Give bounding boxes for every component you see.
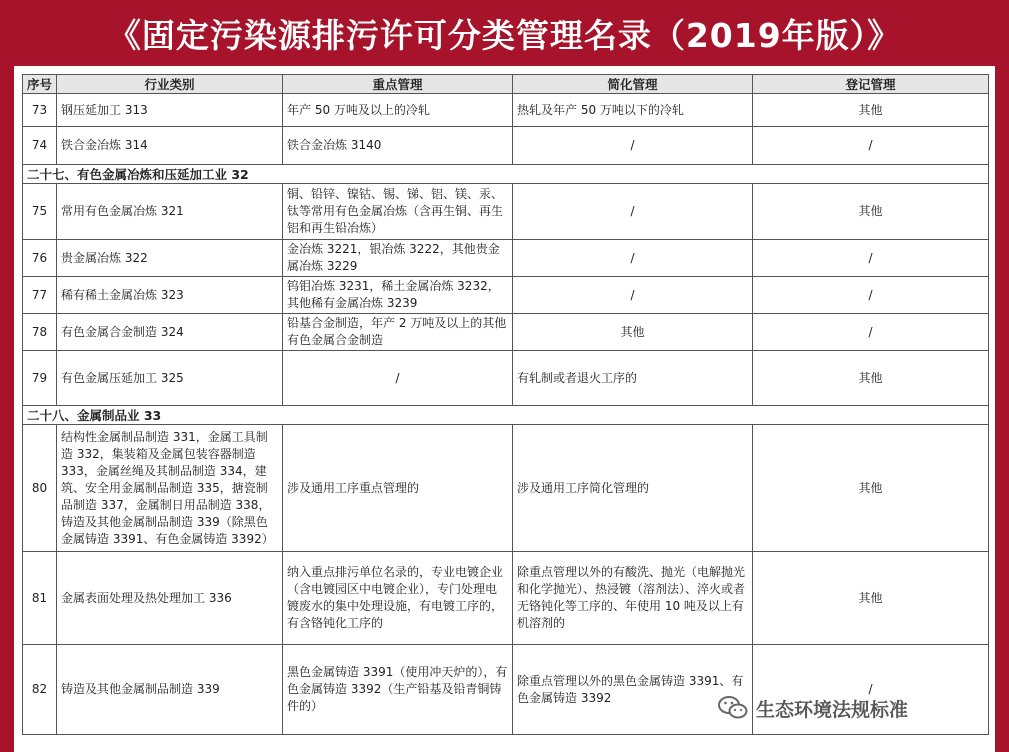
classification-table [22,74,989,735]
row-simple: 涉及通用工序简化管理的 [513,425,753,552]
row-no: 77 [23,277,57,314]
row-key: 纳入重点排污单位名录的，专业电镀企业（含电镀园区中电镀企业），专门处理电镀废水的集中处理设施，有电镀工序的，有含铬钝化工序的 [283,552,513,645]
row-category: 铸造及其他金属制品制造 339 [57,645,283,735]
row-key: 黑色金属铸造 3391（使用冲天炉的），有色金属铸造 3392（生产铅基及铅青铜铸件的） [283,645,513,735]
row-category: 贵金属冶炼 322 [57,240,283,277]
table-row [23,277,989,314]
table-row [23,351,989,406]
row-category: 铁合金冶炼 314 [57,127,283,165]
header-category: 行业类别 [57,75,283,94]
row-no: 80 [23,425,57,552]
section-title: 二十八、金属制品业 33 [23,406,989,425]
page-title: 《固定污染源排污许可分类管理名录（2019年版）》 [107,15,902,55]
row-key: 铁合金冶炼 3140 [283,127,513,165]
row-no: 73 [23,94,57,127]
table-row [23,240,989,277]
row-key: 铜、铅锌、镍钴、锡、锑、铝、镁、汞、钛等常用有色金属冶炼（含再生铜、再生铝和再生铅冶炼） [283,184,513,240]
table-row [23,314,989,351]
row-category: 结构性金属制品制造 331，金属工具制造 332，集装箱及金属包装容器制造 333，金属丝绳及其制品制造 334，建筑、安全用金属制品制造 335，搪瓷制品制造 337，金属制日用品制造 338，铸造及其他金属制品制造 339（除黑色金属铸造 3391、有色金属铸造 3392） [57,425,283,552]
table-row [23,184,989,240]
section-row [23,406,989,425]
header-simplified-management: 简化管理 [513,75,753,94]
row-reg: / [753,127,989,165]
row-reg: / [753,314,989,351]
header-no: 序号 [23,75,57,94]
header-key-management: 重点管理 [283,75,513,94]
table-row [23,425,989,552]
row-key: 金冶炼 3221，银冶炼 3222，其他贵金属冶炼 3229 [283,240,513,277]
watermark-text: 生态环境法规标准 [756,698,909,721]
section-title: 二十七、有色金属冶炼和压延加工业 32 [23,165,989,184]
row-no: 75 [23,184,57,240]
row-key: / [283,351,513,406]
row-reg: / [753,240,989,277]
document-sheet [14,66,995,752]
row-key: 钨钼冶炼 3231，稀土金属冶炼 3232，其他稀有金属冶炼 3239 [283,277,513,314]
row-simple: / [513,127,753,165]
row-category: 金属表面处理及热处理加工 336 [57,552,283,645]
row-no: 79 [23,351,57,406]
table-header-row [23,75,989,94]
row-key: 涉及通用工序重点管理的 [283,425,513,552]
row-reg: / [753,277,989,314]
row-simple: 有轧制或者退火工序的 [513,351,753,406]
row-simple: 热轧及年产 50 万吨以下的冷轧 [513,94,753,127]
row-reg: 其他 [753,552,989,645]
row-category: 有色金属压延加工 325 [57,351,283,406]
row-category: 钢压延加工 313 [57,94,283,127]
account-watermark [718,690,908,726]
row-simple: / [513,240,753,277]
row-reg: 其他 [753,94,989,127]
row-no: 82 [23,645,57,735]
table-row [23,127,989,165]
row-category: 稀有稀土金属冶炼 323 [57,277,283,314]
table-row [23,94,989,127]
row-simple: 除重点管理以外的有酸洗、抛光（电解抛光和化学抛光）、热浸镀（溶剂法）、淬火或者无铬钝化等工序的、年使用 10 吨及以上有机溶剂的 [513,552,753,645]
header-registration-management: 登记管理 [753,75,989,94]
row-simple: 除重点管理以外的黑色金属铸造 3391、有色金属铸造 3392 [513,645,753,735]
row-no: 76 [23,240,57,277]
row-reg: 其他 [753,351,989,406]
row-simple: / [513,277,753,314]
row-reg: / [753,645,989,735]
row-no: 81 [23,552,57,645]
row-key: 年产 50 万吨及以上的冷轧 [283,94,513,127]
row-category: 常用有色金属冶炼 321 [57,184,283,240]
row-no: 74 [23,127,57,165]
row-key: 铅基合金制造，年产 2 万吨及以上的其他有色金属合金制造 [283,314,513,351]
row-reg: 其他 [753,425,989,552]
row-reg: 其他 [753,184,989,240]
row-simple: 其他 [513,314,753,351]
table-row [23,552,989,645]
section-row [23,165,989,184]
wechat-logo-icon [718,695,748,721]
row-simple: / [513,184,753,240]
row-no: 78 [23,314,57,351]
row-category: 有色金属合金制造 324 [57,314,283,351]
